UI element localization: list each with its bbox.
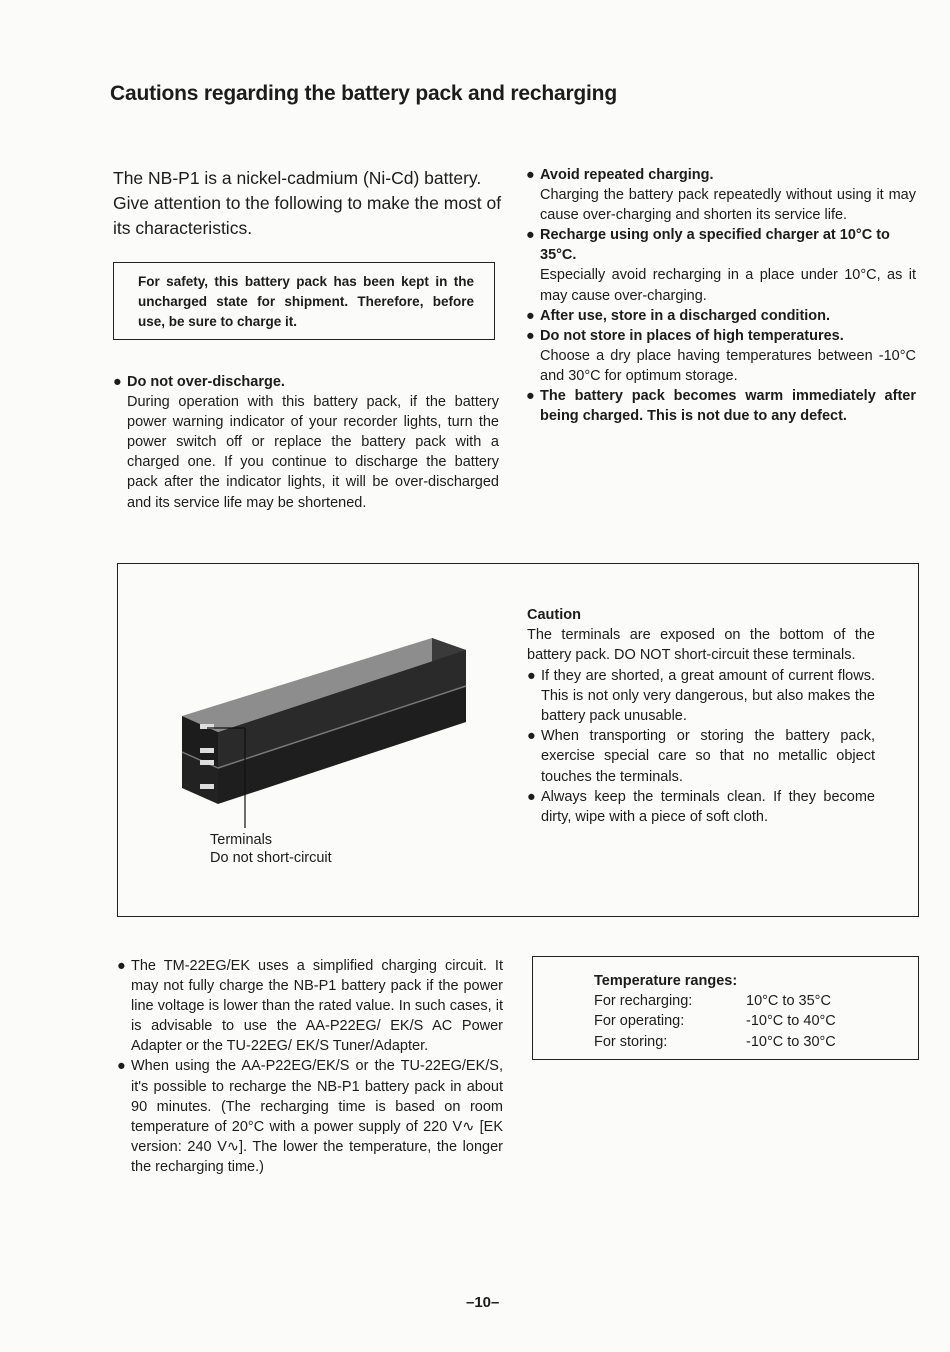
list-item-heading: The battery pack becomes warm immediately after being charged. This is not due to any defect.: [540, 388, 916, 425]
list-item-body: Especially avoid recharging in a place under 10°C, as it may cause over-charging.: [540, 267, 916, 304]
list-item: [527, 726, 875, 787]
list-item: [526, 386, 916, 426]
bullet-icon: ●: [113, 374, 122, 390]
temperature-row: [594, 1011, 918, 1031]
list-item: [117, 956, 503, 1056]
list-item: [526, 306, 916, 326]
bullet-icon: ●: [527, 788, 536, 805]
terminals-label-line2: Do not short-circuit: [210, 850, 332, 866]
bullet-icon: ●: [526, 307, 535, 324]
caution-body: The terminals are exposed on the bottom of the battery pack. DO NOT short-circuit these terminals.: [527, 627, 875, 664]
list-item: [527, 666, 875, 727]
charging-note: The TM-22EG/EK uses a simplified charging circuit. It may not fully charge the NB-P1 battery pack if the power line voltage is lower than the rated value. In such cases, it is advisable to use the AA-P22EG/ EK/S AC Power Adapter or the TU-22EG/ EK/S Tuner/Adapter.: [131, 958, 503, 1055]
temperature-row-value: -10°C to 40°C: [746, 1013, 836, 1030]
caution-item: If they are shorted, a great amount of current flows. This is not only very dangerous, but also makes the battery pack unusable.: [541, 667, 875, 725]
temperature-row-value: -10°C to 30°C: [746, 1033, 836, 1050]
bullet-icon: ●: [526, 227, 535, 244]
caution-section: [527, 605, 875, 827]
bullet-icon: ●: [527, 667, 536, 684]
right-caution-list: [526, 165, 916, 426]
charging-note: When using the AA-P22EG/EK/S or the TU-22EG/EK/S, it's possible to recharge the NB-P1 battery pack in about 90 minutes. (The recharging time is based on room temperature of 20°C with a power supply of 220 V∿ [EK version: 240 V∿]. The lower the temperature, the longer the recharging time.): [131, 1058, 503, 1175]
list-item: [526, 326, 916, 386]
battery-pack-illustration: [170, 628, 470, 838]
list-item-heading: Recharge using only a specified charger at 10°C to 35°C.: [540, 227, 890, 264]
list-item: [527, 787, 875, 827]
bullet-icon: ●: [527, 728, 536, 745]
temperature-row-value: 10°C to 35°C: [746, 993, 831, 1010]
charging-notes-list: [117, 956, 503, 1177]
page-number: –10–: [466, 1294, 500, 1311]
temperature-ranges-box: [532, 956, 919, 1060]
terminals-label: [210, 831, 332, 867]
list-item-body: Choose a dry place having temperatures between -10°C and 30°C for optimum storage.: [540, 347, 916, 384]
list-item: [526, 165, 916, 225]
bullet-icon: ●: [526, 327, 535, 344]
bullet-icon: ●: [526, 388, 535, 405]
list-item-heading: Do not over-discharge.: [127, 374, 285, 390]
temperature-row-label: For operating:: [594, 1013, 685, 1030]
temperature-row: [594, 991, 918, 1011]
temperature-row: [594, 1032, 918, 1052]
caution-item: Always keep the terminals clean. If they become dirty, wipe with a piece of soft cloth.: [541, 788, 875, 826]
list-item-heading: Do not store in places of high temperatures.: [540, 327, 844, 344]
list-item-body: During operation with this battery pack, if the battery power warning indicator of your recorder lights, turn the power switch off or replace the battery pack with a charged one. If you continue to discharge the battery pack after the indicator lights, it will be over-discharged and its service life may be shortened.: [127, 394, 499, 511]
temperature-heading: Temperature ranges:: [594, 973, 738, 989]
list-item-heading: After use, store in a discharged condition.: [540, 307, 831, 324]
caution-heading: Caution: [527, 607, 581, 623]
bullet-icon: ●: [526, 167, 535, 183]
left-caution-list: [113, 372, 499, 513]
bullet-icon: ●: [117, 958, 126, 974]
temperature-row-label: For storing:: [594, 1033, 668, 1050]
safety-notice-box: [113, 262, 495, 340]
list-item: [113, 372, 499, 513]
temperature-row-label: For recharging:: [594, 993, 693, 1010]
safety-notice-text: For safety, this battery pack has been kept in the uncharged state for shipment. Therefore, before use, be sure to charge it.: [138, 274, 474, 329]
list-item-body: Charging the battery pack repeatedly without using it may cause over-charging and shorten its service life.: [540, 187, 916, 224]
list-item-heading: Avoid repeated charging.: [540, 167, 714, 183]
list-item: [526, 225, 916, 305]
caution-item: When transporting or storing the battery pack, exercise special care so that no metallic object touches the terminals.: [541, 728, 875, 785]
intro-paragraph: The NB-P1 is a nickel-cadmium (Ni-Cd) battery. Give attention to the following to make the most of its characteristics.: [113, 168, 502, 238]
list-item: [117, 1056, 503, 1177]
terminals-label-line1: Terminals: [210, 832, 273, 848]
bullet-icon: ●: [117, 1058, 126, 1075]
page-title: Cautions regarding the battery pack and recharging: [110, 82, 617, 105]
